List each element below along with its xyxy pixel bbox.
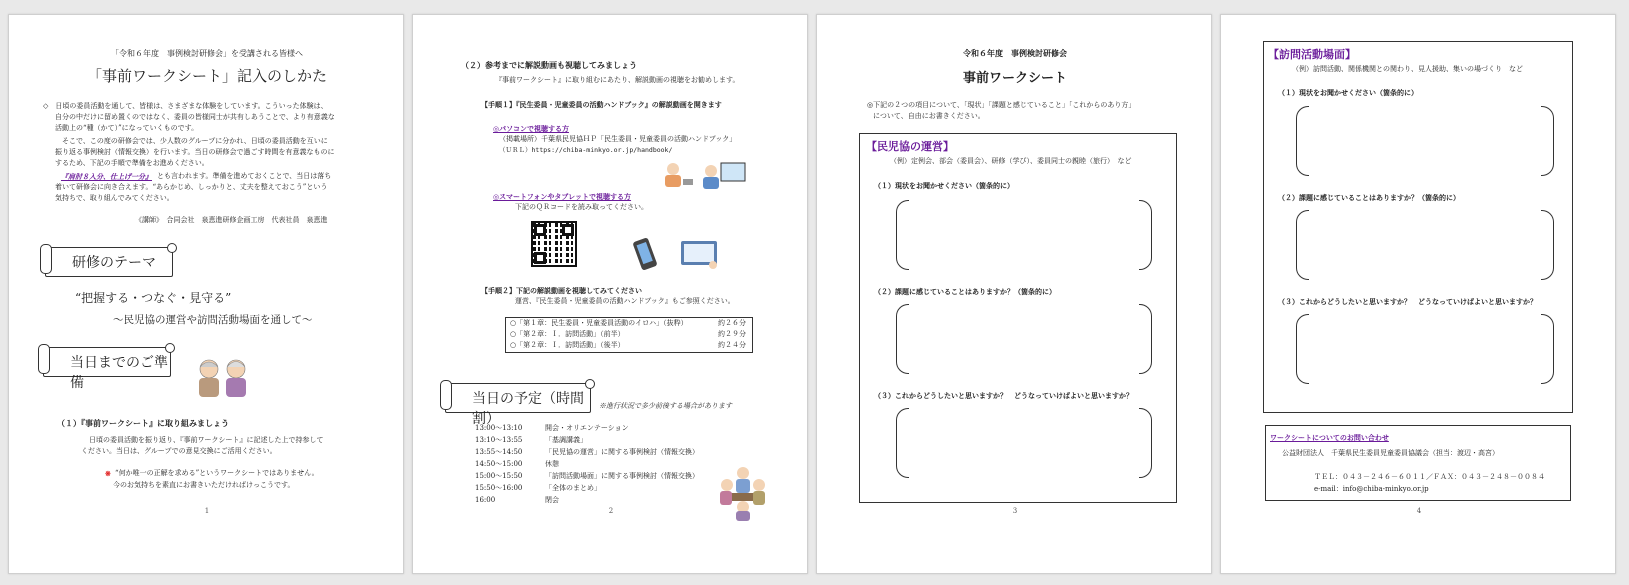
q1-answer-area[interactable] [1296,106,1554,176]
video-time-3: 約２４分 [718,341,746,349]
worksheet-title: 事前ワークシート [962,71,1067,86]
schedule-item-1: 開会・オリエンテーション [545,424,629,432]
prep-scroll-label: 当日までのご準備 [43,347,171,377]
visit-section-title: 【訪問活動場面】 [1268,48,1356,61]
step1-title: （１）『事前ワークシート』に取り組みましょう [57,418,229,428]
worksheet-instruction-1: ◎下記の２つの項目について、「現状」「課題と感じていること」「これからのあり方」 [867,101,1136,109]
intro-after-1: とも言われます。準備を進めておくことで、当日は落ち [157,172,332,180]
warn-mark: ※ [105,469,111,478]
video-item-3[interactable]: ○「第２章：Ｉ．訪問活動」（後半） [510,341,625,349]
theme-main: “把握する・つなぐ・見守る” [75,291,232,305]
schedule-time-5: 15:00～15:50 [475,472,523,480]
video-lead: 『事前ワークシート』に取り組むにあたり、解説動画の視聴をお勧めします。 [495,76,740,84]
pc-url-link[interactable]: （ＵＲＬ）https://chiba-minkyo.or.jp/handbook/ [499,146,673,154]
schedule-time-4: 14:50～15:00 [475,460,523,468]
qr-instruction: 下記のＱＲコードを読み取ってください。 [515,203,648,211]
visit-example: （例）訪問活動、関係機関との関わり、見人援助、集いの場づくり など [1292,65,1523,73]
page-number: 3 [1012,507,1018,515]
q2-label: （２）課題に感じていることはありますか？（箇条的に） [874,287,1056,296]
smartphone-viewer-title: ◎スマートフォンやタブレットで視聴する方 [493,192,632,201]
qr-code[interactable] [531,221,577,267]
worksheet-instruction-2: について、自由にお書きください。 [873,112,985,120]
page-number: 1 [204,507,210,515]
schedule-item-2: 「基調講義」 [545,436,587,444]
page-4 [1220,14,1616,574]
page1-title: 「事前ワークシート」記入のしかた [86,67,327,85]
step2-watch-video: 【手順２】下記の解説動画を視聴してみてください [481,286,642,295]
schedule-item-5: 「訪問活動場面」に関する事例検討（情報交換） [545,472,699,480]
elderly-couple-illustration [193,355,253,399]
contact-title: ワークシートについてのお問い合わせ [1270,433,1389,442]
page-2 [412,14,808,574]
schedule-scroll-label: 当日の予定（時間割） [445,383,591,413]
q1-answer-area[interactable] [896,200,1152,270]
contact-box [1265,425,1571,501]
intro-after-3: 気持ちで、取り組んでみてください。 [55,194,174,202]
pc-location: （掲載場所）千葉県民児協ＨＰ「民生委員・児童委員の活動ハンドブック」 [499,135,737,143]
visit-section-box [1263,41,1573,413]
lecturer: 《講師》 合同会社 泉恵進研修企画工房 代表社員 泉恵進 [135,216,328,224]
schedule-item-4: 休憩 [545,460,559,468]
page1-header: 「令和６年度 事例検討研修会」を受講される皆様へ [111,49,303,58]
page-number: 2 [608,507,614,515]
management-section-title: 【民児協の運営】 [866,140,954,153]
q2-answer-area[interactable] [896,304,1152,374]
schedule-time-7: 16:00 [475,496,496,504]
schedule-time-1: 13:00～13:10 [475,424,523,432]
schedule-note: ※進行状況で多少前後する場合があります [599,402,732,410]
schedule-item-7: 閉会 [545,496,559,504]
smartphone-tablet-illustration [633,235,725,275]
video-list-box [505,317,753,353]
video-time-2: 約２９分 [718,330,746,338]
schedule-time-3: 13:55～14:50 [475,448,523,456]
contact-email[interactable]: e-mail：info@chiba-minkyo.or.jp [1314,485,1429,493]
step2-reference: 運営、『民生委員・児童委員の活動ハンドブック』もご参照ください。 [515,297,735,305]
q1-label: （１）現状をお聞かせください（箇条的に） [874,181,1014,190]
q3-label: （３）これからどうしたいと思いますか？ どうなっていけばよいと思いますか？ [1278,297,1537,306]
q3-label: （３）これからどうしたいと思いますか？ どうなっていけばよいと思いますか？ [874,391,1133,400]
schedule-time-6: 15:50～16:00 [475,484,523,492]
q3-answer-area[interactable] [896,408,1152,478]
emphasis-phrase: 『肩肘８入分、仕上げ一分』 [61,172,152,181]
schedule-item-6: 「全体のまとめ」 [545,484,601,492]
page-3 [816,14,1212,574]
step1-open-video: 【手順１】『民生委員・児童委員の活動ハンドブック』の解説動画を開きます [481,100,722,109]
q2-answer-area[interactable] [1296,210,1554,280]
intro-line-6: するため、下記の手順で準備をお進めください。 [55,159,209,167]
step1-body-1: 日頃の委員活動を振り返り、『事前ワークシート』に記述した上で持参して [89,436,324,444]
intro-after-2: 着いて研修会に向き合えます。“あらかじめ、しっかりと、丈夫を整えておこう”という [55,183,328,191]
page-1 [8,14,404,574]
step1-body-2: ください。当日は、グループでの意見交換にご活用ください。 [81,447,277,455]
video-heading: （２）参考までに解説動画も視聴してみましょう [461,60,637,70]
worksheet-header: 令和６年度 事例検討研修会 [963,48,1067,58]
q3-answer-area[interactable] [1296,314,1554,384]
pc-viewer-title: ◎パソコンで視聴する方 [493,124,569,133]
video-time-1: 約２６分 [718,319,746,327]
q1-label: （１）現状をお聞かせください（箇条的に） [1278,88,1418,97]
intro-line-4: そこで、この度の研修会では、少人数のグループに分かれ、日頃の委員活動を互いに [55,137,328,145]
video-item-1[interactable]: ○「第１章：民生委員・児童委員活動のイロハ」（抜粋） [510,319,688,327]
schedule-item-3: 「民児協の運営」に関する事例検討（情報交換） [545,448,699,456]
contact-organization: 公益財団法人 千葉県民生委員児童委員協議会（担当：渡辺・高宮） [1282,449,1499,457]
theme-sub: ～民児協の運営や訪問活動場面を通して～ [113,314,313,326]
theme-scroll-label: 研修のテーマ [45,247,173,277]
contact-tel-fax: ＴＥＬ：０４３－２４６－６０１１／ＦＡＸ：０４３－２４８－００８４ [1314,473,1545,481]
pc-users-illustration [659,159,749,191]
warn-text: “何か唯一の正解を求める”というワークシートではありません。 [115,469,319,477]
intro-line-2: 自分の中だけに留め置くのではなく、委員の皆様同士が共有しあうことで、より有意義な [55,113,335,121]
intro-line-3: 活動上の“種（かて）”になっていくものです。 [55,124,199,132]
q2-label: （２）課題に感じていることはありますか？（箇条的に） [1278,193,1460,202]
video-item-2[interactable]: ○「第２章：Ｉ．訪問活動」（前半） [510,330,625,338]
management-section-box [859,133,1177,503]
intro-line-1: ◇ 日頃の委員活動を通して、皆様は、さまざまな体験をしています。こういった体験は、 [43,102,328,110]
management-example: （例）定例会、部会（委員会）、研修（学び）、委員同士の親睦（旅行） など [890,157,1132,165]
page-number: 4 [1416,507,1422,515]
warn-text-2: 今のお気持ちを素直にお書きいただければけっこうです。 [113,481,295,489]
intro-line-5: 振り返る事例検討（情報交換）を行います。当日の研修会で過ごす時間を有意義なものに [55,148,335,156]
schedule-time-2: 13:10～13:55 [475,436,523,444]
